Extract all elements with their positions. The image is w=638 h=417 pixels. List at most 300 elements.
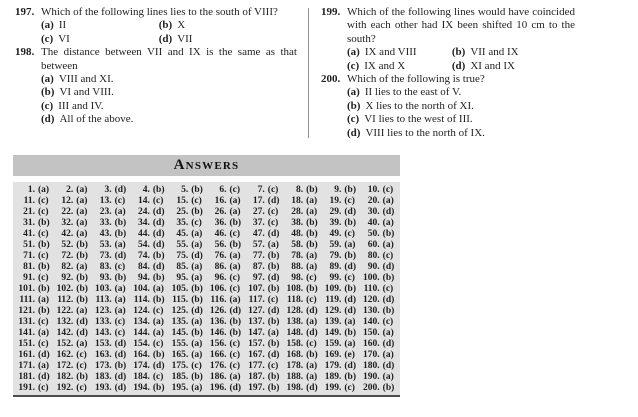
answer-letter: (a) xyxy=(344,317,356,327)
answer-letter: (a) xyxy=(76,207,88,217)
answer-letter: (a) xyxy=(229,262,241,272)
options-list xyxy=(41,19,297,46)
answer-cell xyxy=(53,229,91,240)
answer-letter: (c) xyxy=(229,273,241,283)
answer-letter: (c) xyxy=(76,350,87,360)
answer-cell xyxy=(15,207,53,218)
answer-letter: (d) xyxy=(152,262,165,272)
answer-cell xyxy=(15,229,53,240)
answer-letter: (a) xyxy=(76,262,88,272)
answer-number: 75. xyxy=(176,251,189,261)
answer-number: 153. xyxy=(94,339,112,349)
answer-number: 31. xyxy=(23,218,35,228)
answer-row xyxy=(15,273,398,284)
answer-number: 166. xyxy=(209,350,227,360)
answer-cell xyxy=(130,317,168,328)
answer-cell xyxy=(283,207,321,218)
answer-number: 77. xyxy=(252,251,265,261)
answer-number: 104. xyxy=(133,284,150,294)
answer-cell xyxy=(283,229,321,240)
answer-number: 43. xyxy=(99,229,112,239)
answer-letter: (d) xyxy=(306,383,318,393)
answer-letter: (b) xyxy=(152,350,165,360)
answer-letter: (d) xyxy=(38,350,50,360)
answer-cell xyxy=(245,306,283,317)
answer-cell xyxy=(168,229,206,240)
answer-number: 83. xyxy=(99,262,112,272)
answer-cell xyxy=(283,383,321,394)
answer-number: 23. xyxy=(99,207,112,217)
answer-number: 45. xyxy=(176,229,189,239)
answer-number: 130. xyxy=(363,306,380,316)
answer-letter: (b) xyxy=(191,207,203,217)
answer-cell xyxy=(92,185,130,196)
answer-cell xyxy=(168,306,206,317)
answers-title: Answers xyxy=(173,157,240,173)
answer-number: 50. xyxy=(367,229,380,239)
answer-cell xyxy=(130,229,168,240)
answer-cell xyxy=(53,361,91,372)
answer-cell xyxy=(360,251,398,262)
answer-letter: (d) xyxy=(267,196,280,206)
answer-number: 10. xyxy=(367,185,380,195)
answer-cell xyxy=(130,284,168,295)
answer-letter: (a) xyxy=(191,229,203,239)
answer-cell xyxy=(53,196,91,207)
answer-row xyxy=(15,196,398,207)
answer-number: 114. xyxy=(133,295,150,305)
answer-number: 44. xyxy=(138,229,150,239)
answer-cell xyxy=(206,372,244,383)
answer-letter: (a) xyxy=(306,262,318,272)
answer-cell xyxy=(206,273,244,284)
answer-number: 128. xyxy=(286,306,304,316)
option xyxy=(41,113,297,126)
answer-letter: (b) xyxy=(382,273,395,283)
questions-column-left xyxy=(15,6,308,140)
answer-letter: (d) xyxy=(382,361,395,371)
answer-number: 51. xyxy=(23,240,35,250)
answer-number: 87. xyxy=(252,262,265,272)
answer-letter: (a) xyxy=(191,339,203,349)
answer-letter: (a) xyxy=(344,240,356,250)
answer-letter: (b) xyxy=(344,251,356,261)
answer-cell xyxy=(53,251,91,262)
answer-letter: (d) xyxy=(344,306,356,316)
answer-number: 92. xyxy=(61,273,74,283)
answer-number: 11. xyxy=(23,196,35,206)
answer-letter: (b) xyxy=(152,185,165,195)
option-text: VIII lies to the north of IX. xyxy=(365,126,485,139)
answer-letter: (d) xyxy=(152,240,165,250)
answer-row xyxy=(15,284,398,295)
option-text: X xyxy=(177,19,186,32)
question-text: Which of the following is true? xyxy=(347,73,485,86)
answer-number: 20. xyxy=(367,196,380,206)
answer-number: 144. xyxy=(133,328,150,338)
answer-number: 79. xyxy=(329,251,342,261)
answer-cell xyxy=(130,372,168,383)
answer-number: 146. xyxy=(209,328,227,338)
answer-cell xyxy=(283,361,321,372)
answer-cell xyxy=(15,295,53,306)
option xyxy=(41,33,159,46)
answer-letter: (c) xyxy=(38,196,49,206)
answer-letter: (a) xyxy=(38,328,50,338)
question-number: 200. xyxy=(321,73,341,86)
answer-cell xyxy=(130,383,168,394)
answer-number: 28. xyxy=(291,207,304,217)
answer-cell xyxy=(53,207,91,218)
answer-cell xyxy=(206,361,244,372)
answer-letter: (c) xyxy=(152,306,164,316)
answer-letter: (c) xyxy=(306,339,317,349)
answer-cell xyxy=(321,317,359,328)
answer-cell xyxy=(92,273,130,284)
answer-letter: (b) xyxy=(267,284,280,294)
answer-cell xyxy=(206,350,244,361)
answer-letter: (c) xyxy=(382,251,394,261)
answer-row xyxy=(15,251,398,262)
answer-letter: (a) xyxy=(114,295,126,305)
answer-letter: (a) xyxy=(382,328,394,338)
answer-number: 103. xyxy=(94,284,112,294)
answer-letter: (d) xyxy=(152,361,165,371)
answer-letter: (d) xyxy=(382,262,395,272)
answer-letter: (a) xyxy=(76,218,88,228)
answer-letter: (c) xyxy=(76,383,87,393)
answer-cell xyxy=(321,218,359,229)
answer-number: 88. xyxy=(291,262,304,272)
answer-number: 55. xyxy=(176,240,189,250)
answer-letter: (d) xyxy=(344,361,356,371)
answer-number: 184. xyxy=(133,372,150,382)
answer-letter: (c) xyxy=(191,218,202,228)
answer-cell xyxy=(321,196,359,207)
answer-row xyxy=(15,207,398,218)
option-label: (c) xyxy=(347,59,360,72)
answer-row xyxy=(15,372,398,383)
answer-number: 172. xyxy=(56,361,74,371)
answers-section xyxy=(13,155,400,397)
question-number: 199. xyxy=(321,6,341,18)
answer-number: 148. xyxy=(286,328,304,338)
answer-letter: (b) xyxy=(306,284,318,294)
answer-number: 4. xyxy=(142,185,150,195)
answer-letter: (b) xyxy=(76,295,88,305)
answer-number: 29. xyxy=(329,207,342,217)
answer-letter: (c) xyxy=(229,185,241,195)
answer-cell xyxy=(245,350,283,361)
answer-cell xyxy=(360,284,398,295)
answer-cell xyxy=(168,262,206,273)
option xyxy=(347,127,575,140)
answer-number: 105. xyxy=(171,284,189,294)
answer-letter: (a) xyxy=(76,229,88,239)
answer-number: 134. xyxy=(133,317,150,327)
answer-number: 126. xyxy=(209,306,227,316)
answer-number: 107. xyxy=(248,284,265,294)
answer-cell xyxy=(53,339,91,350)
answer-number: 84. xyxy=(138,262,150,272)
option-label: (b) xyxy=(41,86,55,99)
answer-letter: (c) xyxy=(267,361,279,371)
answer-letter: (b) xyxy=(191,185,203,195)
answer-letter: (a) xyxy=(229,196,241,206)
answer-cell xyxy=(168,207,206,218)
answer-number: 7. xyxy=(257,185,265,195)
answer-letter: (b) xyxy=(38,284,50,294)
answer-letter: (c) xyxy=(152,339,164,349)
option-label: (c) xyxy=(41,32,54,45)
questions-column-right xyxy=(309,6,575,140)
answer-number: 120. xyxy=(363,295,380,305)
answer-cell xyxy=(245,240,283,251)
answer-cell xyxy=(53,262,91,273)
answer-cell xyxy=(92,328,130,339)
answer-letter: (c) xyxy=(38,383,49,393)
answer-number: 40. xyxy=(367,218,380,228)
answer-cell xyxy=(53,350,91,361)
question-number: 197. xyxy=(15,6,35,18)
answer-number: 191. xyxy=(18,383,35,393)
option-text: IX and X xyxy=(364,59,406,72)
answer-cell xyxy=(245,273,283,284)
answer-number: 8. xyxy=(295,185,304,195)
answer-cell xyxy=(283,218,321,229)
answer-cell xyxy=(15,251,53,262)
answer-cell xyxy=(245,207,283,218)
answer-number: 171. xyxy=(18,361,35,371)
answer-letter: (b) xyxy=(306,240,318,250)
answer-number: 186. xyxy=(209,372,227,382)
answer-cell xyxy=(206,240,244,251)
answer-letter: (d) xyxy=(267,350,280,360)
answer-number: 190. xyxy=(363,372,380,382)
answer-cell xyxy=(321,185,359,196)
answer-letter: (c) xyxy=(38,339,49,349)
answer-cell xyxy=(168,339,206,350)
answer-cell xyxy=(321,361,359,372)
answer-cell xyxy=(245,229,283,240)
answer-letter: (b) xyxy=(114,218,127,228)
answer-cell xyxy=(53,372,91,383)
answer-number: 164. xyxy=(133,350,150,360)
answer-number: 110. xyxy=(363,284,380,294)
answer-letter: (b) xyxy=(191,372,203,382)
answer-cell xyxy=(15,306,53,317)
answer-number: 27. xyxy=(252,207,265,217)
answer-number: 56. xyxy=(214,240,227,250)
answer-cell xyxy=(168,372,206,383)
answer-cell xyxy=(168,361,206,372)
answer-cell xyxy=(53,185,91,196)
answer-number: 109. xyxy=(324,284,342,294)
answer-cell xyxy=(206,306,244,317)
answer-cell xyxy=(360,295,398,306)
answer-number: 161. xyxy=(18,350,35,360)
answer-letter: (a) xyxy=(191,240,203,250)
answer-cell xyxy=(321,328,359,339)
answer-letter: (d) xyxy=(76,317,88,327)
option xyxy=(347,86,575,99)
option-label: (c) xyxy=(41,99,54,112)
answer-number: 192. xyxy=(56,383,74,393)
answer-letter: (b) xyxy=(267,339,280,349)
answer-cell xyxy=(92,207,130,218)
answer-number: 129. xyxy=(324,306,342,316)
answer-cell xyxy=(53,273,91,284)
answer-cell xyxy=(130,328,168,339)
answer-cell xyxy=(321,273,359,284)
answer-letter: (b) xyxy=(267,372,280,382)
answer-cell xyxy=(53,306,91,317)
answer-number: 99. xyxy=(329,273,342,283)
option xyxy=(347,46,452,59)
option-text: II xyxy=(58,19,67,32)
answer-number: 139. xyxy=(324,317,342,327)
option xyxy=(159,19,297,32)
answer-number: 36. xyxy=(214,218,227,228)
answer-cell xyxy=(168,284,206,295)
answer-number: 194. xyxy=(133,383,150,393)
answer-letter: (b) xyxy=(152,273,165,283)
answer-number: 49. xyxy=(329,229,342,239)
answer-cell xyxy=(130,306,168,317)
answer-cell xyxy=(92,262,130,273)
answer-letter: (a) xyxy=(191,350,203,360)
answer-letter: (a) xyxy=(306,207,318,217)
answer-letter: (a) xyxy=(76,339,88,349)
option-label: (d) xyxy=(451,59,466,72)
answer-cell xyxy=(168,383,206,394)
option xyxy=(347,113,575,126)
option xyxy=(452,60,575,73)
option-label: (a) xyxy=(41,19,54,32)
answer-letter: (a) xyxy=(306,251,318,261)
answer-cell xyxy=(283,339,321,350)
answer-number: 198. xyxy=(286,383,304,393)
option-label: (a) xyxy=(347,46,360,59)
answer-number: 74. xyxy=(138,251,150,261)
answer-number: 96. xyxy=(214,273,227,283)
answer-number: 140. xyxy=(363,317,380,327)
answer-letter: (b) xyxy=(152,251,165,261)
answer-number: 54. xyxy=(138,240,150,250)
option-text: II lies to the east of V. xyxy=(364,86,462,99)
answer-letter: (b) xyxy=(152,295,165,305)
answer-cell xyxy=(283,185,321,196)
answer-letter: (a) xyxy=(306,196,318,206)
answer-letter: (c) xyxy=(229,229,241,239)
answer-number: 117. xyxy=(248,295,265,305)
answer-letter: (b) xyxy=(344,218,356,228)
answer-number: 151. xyxy=(18,339,35,349)
answer-number: 150. xyxy=(363,328,380,338)
answer-letter: (b) xyxy=(38,306,50,316)
answer-row xyxy=(15,240,398,251)
answer-letter: (d) xyxy=(267,306,280,316)
answer-number: 200. xyxy=(363,383,380,393)
answer-letter: (c) xyxy=(114,328,126,338)
answer-letter: (a) xyxy=(191,317,203,327)
answer-letter: (c) xyxy=(344,383,355,393)
questions-section xyxy=(0,0,638,140)
answer-letter: (c) xyxy=(306,295,317,305)
answer-number: 100. xyxy=(363,273,380,283)
answer-letter: (a) xyxy=(229,251,241,261)
answer-number: 163. xyxy=(94,350,112,360)
question xyxy=(15,6,297,46)
answer-letter: (c) xyxy=(229,350,241,360)
answer-letter: (a) xyxy=(229,372,241,382)
answer-letter: (a) xyxy=(306,372,318,382)
answer-number: 174. xyxy=(133,361,150,371)
answer-cell xyxy=(245,196,283,207)
answer-letter: (a) xyxy=(306,361,318,371)
answer-letter: (c) xyxy=(344,196,355,206)
answer-number: 138. xyxy=(286,317,304,327)
answer-letter: (b) xyxy=(76,284,88,294)
answer-cell xyxy=(15,372,53,383)
answer-letter: (b) xyxy=(38,262,50,272)
answer-cell xyxy=(245,262,283,273)
answer-cell xyxy=(360,273,398,284)
answer-letter: (b) xyxy=(306,185,318,195)
answer-cell xyxy=(321,306,359,317)
answer-number: 185. xyxy=(171,372,189,382)
answer-letter: (d) xyxy=(152,218,165,228)
question-number: 198. xyxy=(15,46,35,59)
answer-cell xyxy=(245,251,283,262)
answer-cell xyxy=(92,350,130,361)
answer-cell xyxy=(53,284,91,295)
option-text: X lies to the north of XI. xyxy=(365,99,474,112)
answer-number: 116. xyxy=(210,295,227,305)
answer-cell xyxy=(92,372,130,383)
answer-letter: (b) xyxy=(229,240,242,250)
answer-letter: (b) xyxy=(191,295,203,305)
answer-cell xyxy=(360,350,398,361)
option-label: (b) xyxy=(347,99,361,112)
answer-letter: (d) xyxy=(114,383,127,393)
option-label: (d) xyxy=(158,32,173,45)
option xyxy=(41,86,297,99)
answer-letter: (d) xyxy=(114,339,127,349)
answer-number: 155. xyxy=(171,339,189,349)
answer-letter: (c) xyxy=(267,185,279,195)
answer-cell xyxy=(283,328,321,339)
answer-cell xyxy=(206,317,244,328)
answer-number: 156. xyxy=(209,339,227,349)
answer-cell xyxy=(92,229,130,240)
answer-cell xyxy=(245,361,283,372)
answer-row xyxy=(15,306,398,317)
answer-cell xyxy=(15,273,53,284)
answer-number: 196. xyxy=(209,383,227,393)
answer-letter: (d) xyxy=(344,207,356,217)
answer-cell xyxy=(168,317,206,328)
answer-letter: (b) xyxy=(382,229,395,239)
answer-number: 195. xyxy=(171,383,189,393)
answer-cell xyxy=(92,317,130,328)
answer-letter: (a) xyxy=(114,306,126,316)
answer-letter: (d) xyxy=(229,306,242,316)
answer-letter: (c) xyxy=(38,207,49,217)
answer-number: 169. xyxy=(324,350,342,360)
answer-cell xyxy=(283,350,321,361)
answer-cell xyxy=(15,185,53,196)
